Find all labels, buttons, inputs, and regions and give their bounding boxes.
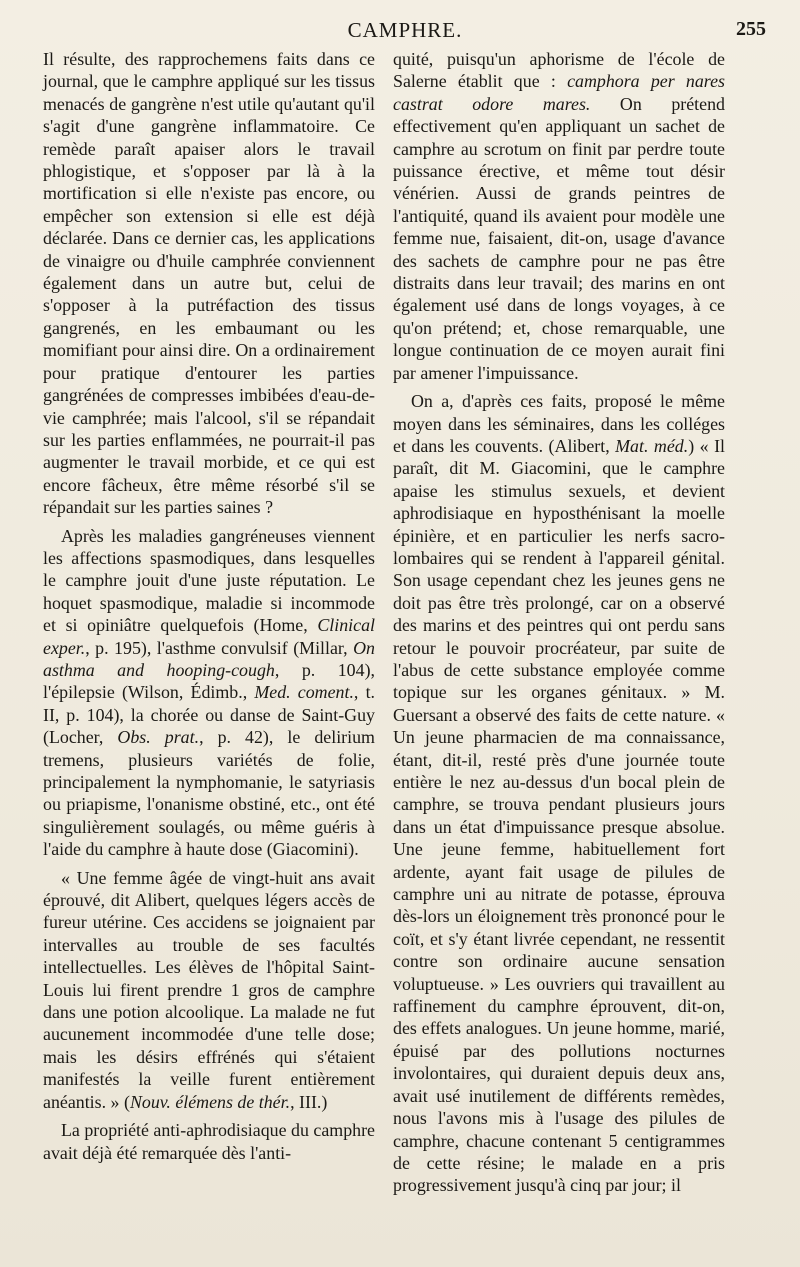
text-run: , t. II, p. 104), la chorée ou danse de Saint-Guy (Locher, [43,682,376,748]
text-run: « Une femme âgée de vingt-huit ans avait éprouvé, dit Alibert, quelques légers accès de fureur utérine. Ces accidens se joignaient par intervalles au trouble de ses facultés intellectuelles. Les élèves de l'hôpital Saint-Louis lui firent prendre 1 gros de camphre dans une potion alcoolique. La malade ne fut aucunement incommodée d'une telle dose; mais les désirs effrénés qui s'étaient manifestés la veille furent entièrement anéantis. » ( [43,867,375,1112]
text-run: , p. 195), l'asthme convulsif (Millar, [85,637,354,658]
text-run: La propriété anti-aphrodisiaque du camphre avait déjà été remarquée dès l'anti- [43,1120,375,1163]
paragraph [43,867,375,1113]
right-column [393,48,725,1203]
page-number: 255 [736,18,766,40]
italic-citation: camphora per nares castrat odore mares. [393,71,725,114]
italic-citation: Mat. méd. [615,435,689,456]
italic-citation: Clinical exper. [43,615,375,658]
italic-citation: On asthma and hooping-cough [43,637,375,680]
paragraph [43,1119,375,1164]
paragraph [43,525,375,861]
paragraph [393,48,725,384]
italic-citation: Nouv. élémens de thér. [129,1091,291,1112]
running-title: CAMPHRE. [347,18,463,42]
text-run: Il résulte, des rapprochemens faits dans ce journal, que le camphre appliqué sur les tissus menacés de gangrène n'est utile qu'autant qu'il s'agit d'une gangrène inflammatoire. Ce remède paraît apaiser alors le travail phlogistique, et s'opposer par là à la mortification si elle n'existe pas encore, ou empêcher son extension si elle est déjà déclarée. Dans ce dernier cas, les applications de vinaigre ou d'huile camphrée conviennent également dans un autre but, celui de s'opposer à la putréfaction des tissus gangrenés, en les embaumant ou les momifiant pour ainsi dire. On a ordinairement pour pratique d'entourer les parties gangrénées de compresses imbibées d'eau-de-vie camphrée; mais l'alcool, s'il se répandait sur les parties enflammées, ne pourrait-il pas augmenter le travail morbide, et ce qui est encore fâcheux, être même résorbé s'il se répandait sur les parties saines ? [43,49,375,518]
paragraph [393,390,725,1197]
text-run: On a, d'après ces faits, proposé le même moyen dans les séminaires, dans les colléges et dans les couvents. (Alibert, [393,391,725,456]
left-column [43,48,375,1170]
italic-citation: Obs. prat. [117,727,200,748]
italic-citation: Med. coment. [254,682,354,703]
text-run: quité, puisqu'un aphorisme de l'école de Salerne établit que : [393,49,725,92]
text-run: ) « Il paraît, dit M. Giacomini, que le camphre apaise les stimulus sexuels, et devient aphrodisiaque en hyposthénisant la moelle épinière, et en particulier les nerfs sacro-lombaires qui se rendent à l'appareil génital. Son usage cependant chez les jeunes gens ne doit pas être très prolongé, car on a observé des marins et des peintres qui ont perdu sans retour le pouvoir procréateur, par suite de l'abus de cette substance employée comme topique sur les organes génitaux. » M. Guersant a observé des faits de cette nature. « Un jeune pharmacien de ma connaissance, étant, dit-il, resté près d'une journée toute entière le nez au-dessus d'un bocal plein de camphre, se trouva pendant plusieurs jours dans un état d'impuissance presque absolue. Une jeune femme, habituellement fort ardente, ayant fait usage de pilules de camphre uni au nitrate de potasse, éprouva dès-lors un éloignement très prononcé pour le coït, et s'y étant livrée cependant, ne ressentit contre son ordinaire aucune sensation voluptueuse. » Les ouvriers qui travaillent au raffinement du camphre éprouvent, dit-on, des effets analogues. Un jeune homme, marié, épuisé par des pollutions nocturnes involontaires, qui duraient depuis deux ans, avait usé inutilement de différents remèdes, nous l'avons mis à l'usage des pilules de camphre, chacune contenant 5 centigrammes de cette résine; le malade en a pris progressivement jusqu'à cinq par jour; il [393,435,726,1196]
text-run: , p. 42), le delirium tremens, plusieurs variétés de folie, principalement la nymphomanie, le satyriasis ou priapisme, l'onanisme obstiné, etc., ont été singulièrement soulagés, ou même guéris à l'aide du camphre à haute dose (Giacomini). [43,727,375,860]
text-run: , p. 104), l'épilepsie (Wilson, Édimb., [43,659,375,703]
paragraph [43,48,375,519]
text-run: On prétend effectivement qu'en appliquant un sachet de camphre au scrotum on finit par perdre toute puissance érective, et même tout désir vénérien. Aussi de grands peintres de l'antiquité, quand ils avaient pour modèle une femme nue, faisaient, dit-on, usage d'avance des sachets de camphre pour ne pas être distraits dans leur travail; des marins en ont également usé dans de longs voyages, à ce qu'on prétend; et, chose remarquable, une longue continuation de ce moyen aurait fini par amener l'impuissance. [393,93,725,383]
text-run: Après les maladies gangréneuses viennent les affections spasmodiques, dans lesquelles le camphre jouit d'une juste réputation. Le hoquet spasmodique, maladie si incommode et si opiniâtre quelquefois (Home, [43,525,375,636]
page-header [44,18,766,48]
text-run: , III.) [290,1091,328,1112]
